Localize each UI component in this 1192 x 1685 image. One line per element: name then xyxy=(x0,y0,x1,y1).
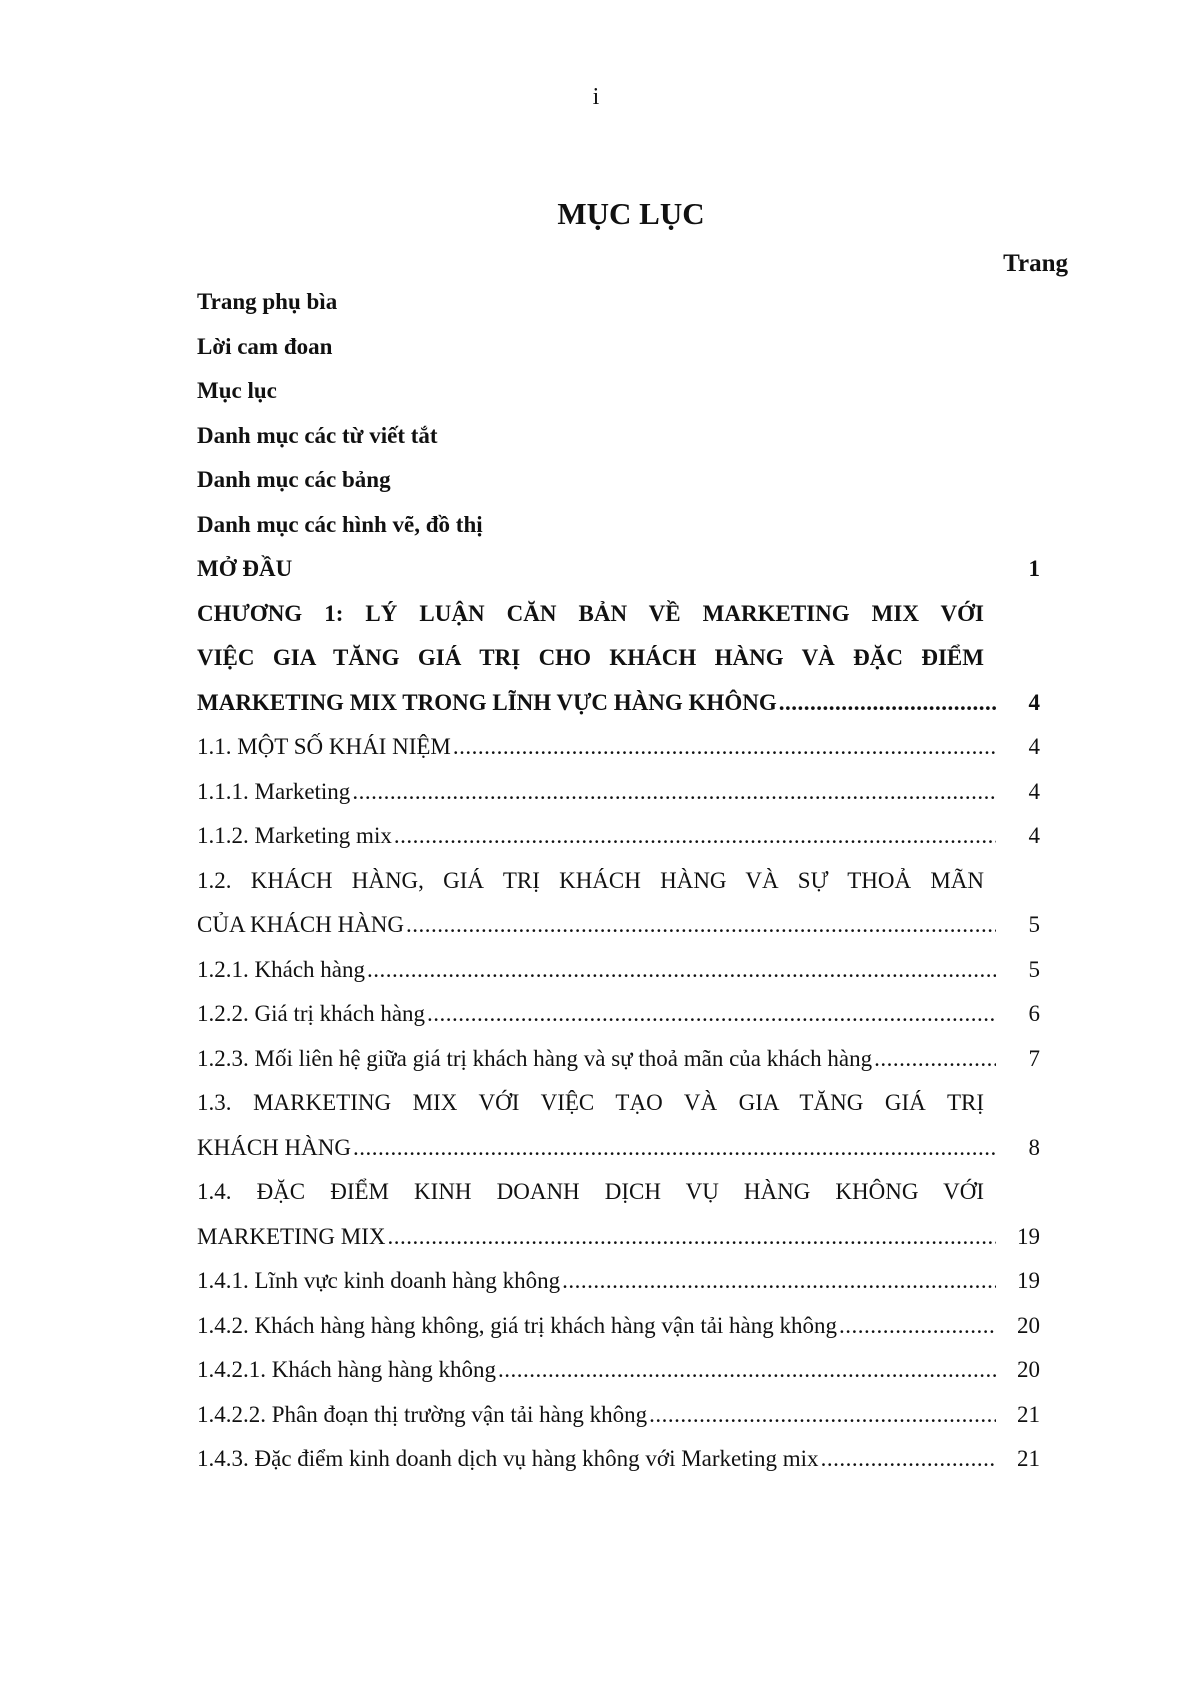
dot-leader xyxy=(367,957,996,983)
toc-entry-text: Mục lục xyxy=(197,378,277,403)
toc-entry[interactable] xyxy=(197,957,1040,1002)
toc-entry-text: 1.2. KHÁCH HÀNG, GIÁ TRỊ KHÁCH HÀNG VÀ SỰ THOẢ MÃN xyxy=(197,867,984,893)
toc-entry[interactable] xyxy=(197,556,1040,601)
dot-leader xyxy=(562,1268,996,1294)
toc-entry-page: 19 xyxy=(1017,1268,1040,1293)
toc-entry-text: 1.1. MỘT SỐ KHÁI NIỆM xyxy=(197,734,451,759)
toc-entry[interactable] xyxy=(197,467,1040,512)
toc-entry-text: Trang phụ bìa xyxy=(197,289,338,314)
toc-entry-text: CỦA KHÁCH HÀNG xyxy=(197,912,405,937)
toc-entry-text: 1.4.2.1. Khách hàng hàng không xyxy=(197,1357,496,1382)
toc-entry[interactable] xyxy=(197,868,1040,913)
toc-entry[interactable] xyxy=(197,823,1040,868)
toc-entry[interactable] xyxy=(197,378,1040,423)
toc-entry[interactable] xyxy=(197,1402,1040,1447)
toc-entry-text: Danh mục các hình vẽ, đồ thị xyxy=(197,511,483,537)
dot-leader xyxy=(406,912,996,938)
toc-entry-text: 1.1.1. Marketing xyxy=(197,778,351,804)
toc-entry[interactable] xyxy=(197,423,1040,468)
dot-leader xyxy=(779,690,996,716)
toc-entry-text: 1.3. MARKETING MIX VỚI VIỆC TẠO VÀ GIA TĂNG GIÁ TRỊ xyxy=(197,1090,984,1115)
toc-entry-text: 1.4. ĐẶC ĐIỂM KINH DOANH DỊCH VỤ HÀNG KHÔNG VỚI xyxy=(197,1179,984,1204)
toc-entry-page: 5 xyxy=(1028,912,1040,937)
toc-entry-text: 1.2.2. Giá trị khách hàng xyxy=(197,1001,426,1026)
toc-entry[interactable] xyxy=(197,1001,1040,1046)
toc-entry[interactable] xyxy=(197,1446,1040,1491)
toc-entry-text: VIỆC GIA TĂNG GIÁ TRỊ CHO KHÁCH HÀNG VÀ ĐẶC ĐIỂM xyxy=(197,645,984,670)
toc-entry[interactable] xyxy=(197,1268,1040,1313)
toc-entry-page: 21 xyxy=(1017,1401,1040,1427)
dot-leader xyxy=(649,1402,996,1428)
dot-leader xyxy=(353,1135,996,1161)
toc-entry[interactable] xyxy=(197,601,1040,646)
toc-entry-page: 4 xyxy=(1028,734,1040,759)
toc-entry[interactable] xyxy=(197,512,1040,557)
toc-entry-text: 1.4.1. Lĩnh vực kinh doanh hàng không xyxy=(197,1268,561,1293)
toc-entry-page: 21 xyxy=(1017,1446,1040,1471)
page-title: MỤC LỤC xyxy=(557,196,705,231)
toc-entry-text: Danh mục các từ viết tắt xyxy=(197,422,438,448)
dot-leader xyxy=(352,779,996,805)
dot-leader xyxy=(387,1224,996,1250)
toc-entry-text: MARKETING MIX TRONG LĨNH VỰC HÀNG KHÔNG xyxy=(197,689,777,715)
toc-entry-page: 5 xyxy=(1028,956,1040,982)
toc-entry[interactable] xyxy=(197,645,1040,690)
toc-entry[interactable] xyxy=(197,1135,1040,1180)
toc-entry-page: 7 xyxy=(1028,1045,1040,1071)
toc-entry-text: MARKETING MIX xyxy=(197,1223,386,1249)
toc-entry[interactable] xyxy=(197,1224,1040,1269)
toc-entry-page: 4 xyxy=(1028,778,1040,804)
toc-entry-text: 1.4.2.2. Phân đoạn thị trường vận tải hàng không xyxy=(197,1401,648,1427)
toc-entry-page: 20 xyxy=(1017,1312,1040,1338)
toc-entry[interactable] xyxy=(197,690,1040,735)
toc-entry-text: 1.4.3. Đặc điểm kinh doanh dịch vụ hàng không với Marketing mix xyxy=(197,1446,819,1471)
toc-entry-page: 6 xyxy=(1028,1001,1040,1026)
dot-leader xyxy=(839,1313,996,1339)
toc-entry-page: 4 xyxy=(1028,689,1040,715)
toc-entry-page: 1 xyxy=(1028,556,1040,581)
toc-entry-page: 8 xyxy=(1028,1134,1040,1160)
dot-leader xyxy=(498,1357,996,1383)
toc-entry[interactable] xyxy=(197,912,1040,957)
toc-entry[interactable] xyxy=(197,734,1040,779)
toc-entry-text: MỞ ĐẦU xyxy=(197,556,293,581)
toc-entry-page: 19 xyxy=(1017,1223,1040,1249)
toc-entry-text: KHÁCH HÀNG xyxy=(197,1134,351,1160)
toc-entry-text: Danh mục các bảng xyxy=(197,467,391,492)
toc-entry-text: CHƯƠNG 1: LÝ LUẬN CĂN BẢN VỀ MARKETING MIX VỚI xyxy=(197,600,984,626)
dot-leader xyxy=(427,1001,996,1027)
toc-entry[interactable] xyxy=(197,1179,1040,1224)
dot-leader xyxy=(453,734,996,760)
table-of-contents xyxy=(197,289,1040,1491)
toc-entry-page: 20 xyxy=(1017,1357,1040,1382)
toc-entry[interactable] xyxy=(197,1313,1040,1358)
dot-leader xyxy=(874,1046,996,1072)
toc-entry[interactable] xyxy=(197,289,1040,334)
toc-entry[interactable] xyxy=(197,1046,1040,1091)
toc-entry-text: Lời cam đoan xyxy=(197,333,333,359)
toc-entry[interactable] xyxy=(197,1090,1040,1135)
toc-entry[interactable] xyxy=(197,1357,1040,1402)
dot-leader xyxy=(821,1446,996,1472)
toc-entry-text: 1.2.1. Khách hàng xyxy=(197,956,365,982)
page-number: i xyxy=(592,84,600,110)
dot-leader xyxy=(394,823,996,849)
toc-entry-page: 4 xyxy=(1028,823,1040,848)
page-column-header: Trang xyxy=(1003,250,1068,277)
toc-entry-text: 1.2.3. Mối liên hệ giữa giá trị khách hàng và sự thoả mãn của khách hàng xyxy=(197,1045,873,1071)
toc-entry[interactable] xyxy=(197,334,1040,379)
toc-entry[interactable] xyxy=(197,779,1040,824)
toc-entry-text: 1.4.2. Khách hàng hàng không, giá trị khách hàng vận tải hàng không xyxy=(197,1312,838,1338)
toc-entry-text: 1.1.2. Marketing mix xyxy=(197,823,392,848)
